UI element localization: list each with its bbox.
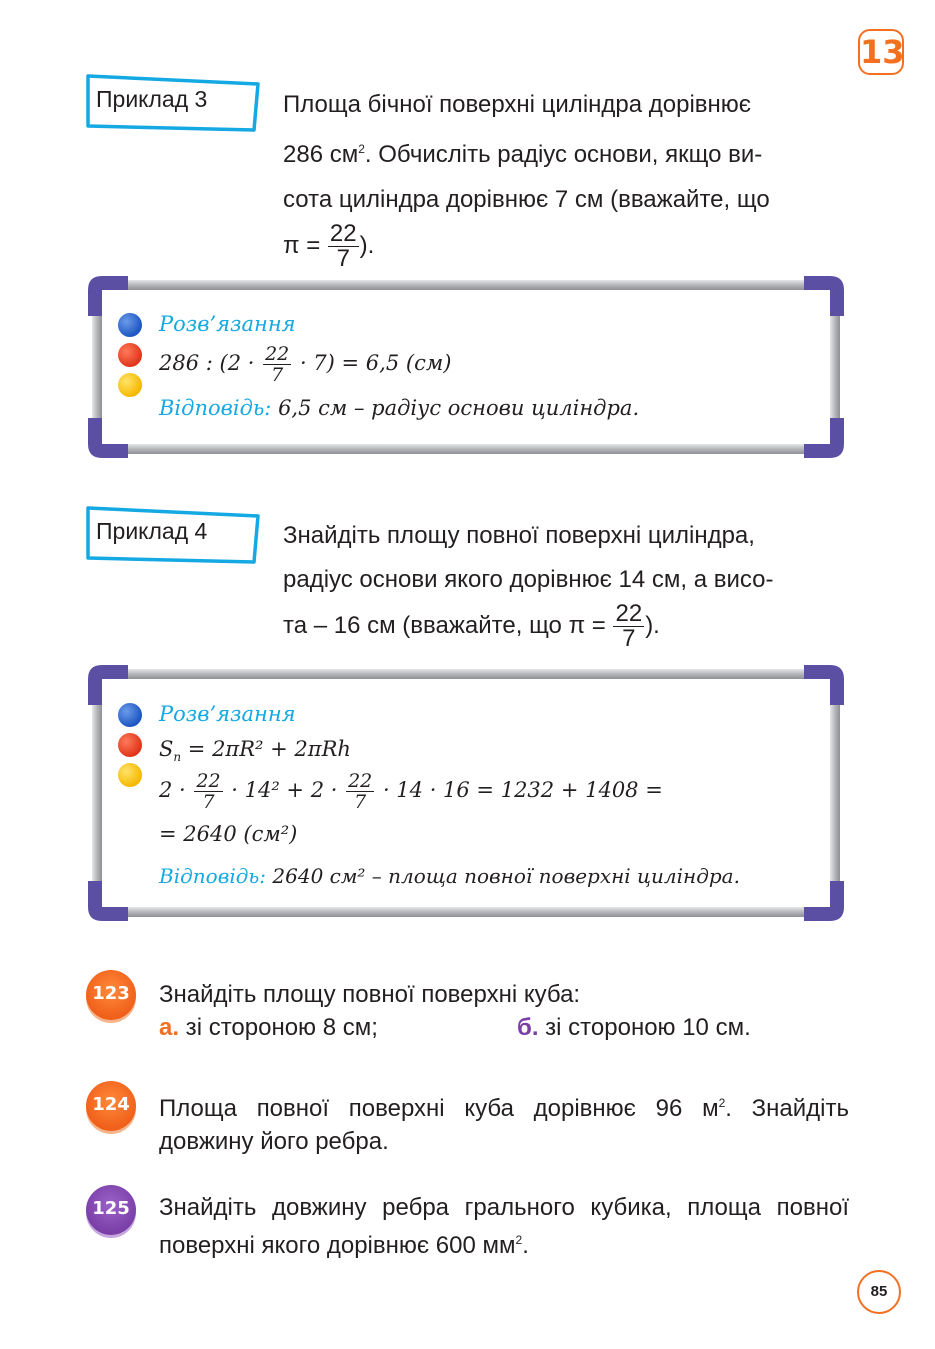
board-rail-top: [102, 669, 830, 679]
fraction: [346, 771, 374, 812]
fraction: [613, 602, 644, 651]
denominator: 7: [622, 625, 636, 653]
chapter-badge: 13: [858, 29, 904, 75]
superscript: 2: [718, 1096, 726, 1110]
solution-board-3: [88, 276, 844, 458]
board-corner-icon: [88, 276, 128, 316]
option-b: [517, 1011, 751, 1044]
example-4-line3: [283, 602, 850, 651]
exercise-123-question: Знайдіть площу повної поверхні куба:: [159, 981, 581, 1008]
board-rail-right: [830, 679, 840, 907]
exercise-125-paragraph: [159, 1191, 849, 1262]
text: 286 см: [283, 141, 359, 168]
yellow-dot-icon: [118, 763, 142, 787]
example-3-line4: [283, 222, 850, 271]
answer-label: Відповідь:: [159, 396, 272, 420]
example-3-label: [84, 72, 262, 130]
board-corner-icon: [88, 418, 128, 458]
calculation-line-2: = 2640 (см²): [159, 822, 298, 846]
text: · 14 · 16 = 1232 + 1408 =: [376, 778, 663, 802]
numerator: 22: [265, 343, 290, 365]
denominator: 7: [271, 364, 284, 386]
heading-text: Розв’язання: [159, 702, 296, 726]
fraction: [194, 771, 222, 812]
board-corner-icon: [804, 665, 844, 705]
superscript: 2: [515, 1233, 523, 1247]
exercise-number-badge: 124: [86, 1081, 136, 1131]
traffic-light-dots: [118, 703, 142, 793]
exercise-number-badge: 123: [86, 970, 136, 1020]
example-3-line2: [283, 127, 850, 177]
text: · 14² + 2 ·: [224, 778, 345, 802]
text: = 2πR² + 2πRh: [181, 737, 351, 761]
example-3-label-text: Приклад 3: [96, 86, 208, 112]
board-corner-icon: [804, 881, 844, 921]
example-3-line1: Площа бічної поверхні циліндра дорівнює: [283, 91, 752, 118]
text: ).: [359, 232, 375, 259]
superscript: 2: [358, 142, 365, 156]
solution-calculation: [159, 344, 451, 385]
text: Знайдіть довжину ребра грального кубика, площа повної поверхні якого дорівнює 600 мм: [159, 1194, 849, 1259]
page-number: 85: [857, 1270, 901, 1314]
subscript: п: [173, 750, 182, 765]
board-corner-icon: [88, 881, 128, 921]
exercise-124-paragraph: [159, 1087, 849, 1158]
example-3-line3: сота циліндра дорівнює 7 см (вважайте, що: [283, 186, 770, 213]
board-rail-bottom: [102, 907, 830, 917]
denominator: 7: [354, 791, 367, 813]
numerator: 22: [348, 770, 373, 792]
example-4-label-text: Приклад 4: [96, 518, 208, 544]
calculation-line-1: [159, 771, 663, 812]
solution-heading: [159, 702, 296, 726]
denominator: 7: [202, 791, 215, 813]
formula-line: [159, 737, 351, 764]
red-dot-icon: [118, 343, 142, 367]
board-corner-icon: [804, 276, 844, 316]
example-4-line2: радіус основи якого дорівнює 14 см, а висо-: [283, 566, 774, 593]
exercise-125-text: [159, 1191, 849, 1262]
numerator: 22: [615, 600, 643, 628]
board-corner-icon: [804, 418, 844, 458]
solution-answer: [159, 864, 740, 888]
example-4-line1: Знайдіть площу повної поверхні циліндра,: [283, 522, 755, 549]
text: · 7) = 6,5 (см): [293, 351, 452, 375]
example-3-task: [283, 82, 850, 271]
option-b-label: б.: [517, 1014, 539, 1041]
numerator: 22: [196, 770, 221, 792]
traffic-light-dots: [118, 313, 142, 403]
board-corner-icon: [88, 665, 128, 705]
blue-dot-icon: [118, 703, 142, 727]
blue-dot-icon: [118, 313, 142, 337]
yellow-dot-icon: [118, 373, 142, 397]
option-a: [159, 1014, 378, 1041]
text: Площа повної поверхні куба дорівнює 96 м: [159, 1095, 719, 1122]
numerator: 22: [329, 220, 357, 248]
board-rail-top: [102, 280, 830, 290]
answer-label: Відповідь:: [159, 864, 267, 888]
text: .: [522, 1232, 529, 1259]
exercise-number-badge: 125: [86, 1185, 136, 1235]
text: та – 16 см (вважайте, що π =: [283, 612, 613, 639]
example-4-task: [283, 514, 850, 651]
exercise-123-text: [159, 978, 849, 1044]
answer-text: 6,5 см – радіус основи циліндра.: [271, 396, 640, 420]
fraction: [328, 222, 359, 271]
text: π =: [283, 232, 327, 259]
answer-text: 2640 см² – площа повної поверхні циліндра.: [266, 864, 740, 888]
fraction: [263, 344, 291, 385]
red-dot-icon: [118, 733, 142, 757]
option-b-text: зі стороною 10 см.: [538, 1014, 751, 1041]
board-rail-bottom: [102, 444, 830, 454]
text: ).: [645, 612, 660, 639]
heading-text: Розв’язання: [159, 312, 296, 336]
text: S: [159, 737, 174, 761]
text: . Обчисліть радіус основи, якщо ви-: [364, 141, 763, 168]
solution-heading: [159, 312, 296, 336]
board-rail-left: [92, 679, 102, 907]
text: 2 ·: [159, 778, 193, 802]
text: 286 : (2 ·: [159, 351, 262, 375]
example-4-label: [84, 504, 262, 562]
denominator: 7: [336, 245, 350, 273]
exercise-123-options: [159, 1011, 849, 1044]
solution-answer: [159, 396, 639, 420]
option-a-label: а.: [159, 1014, 180, 1041]
solution-board-4: [88, 665, 844, 921]
option-a-text: зі стороною 8 см;: [179, 1014, 378, 1041]
exercise-124-text: [159, 1087, 849, 1158]
text: . Знайдіть довжину його ребра.: [159, 1095, 850, 1155]
